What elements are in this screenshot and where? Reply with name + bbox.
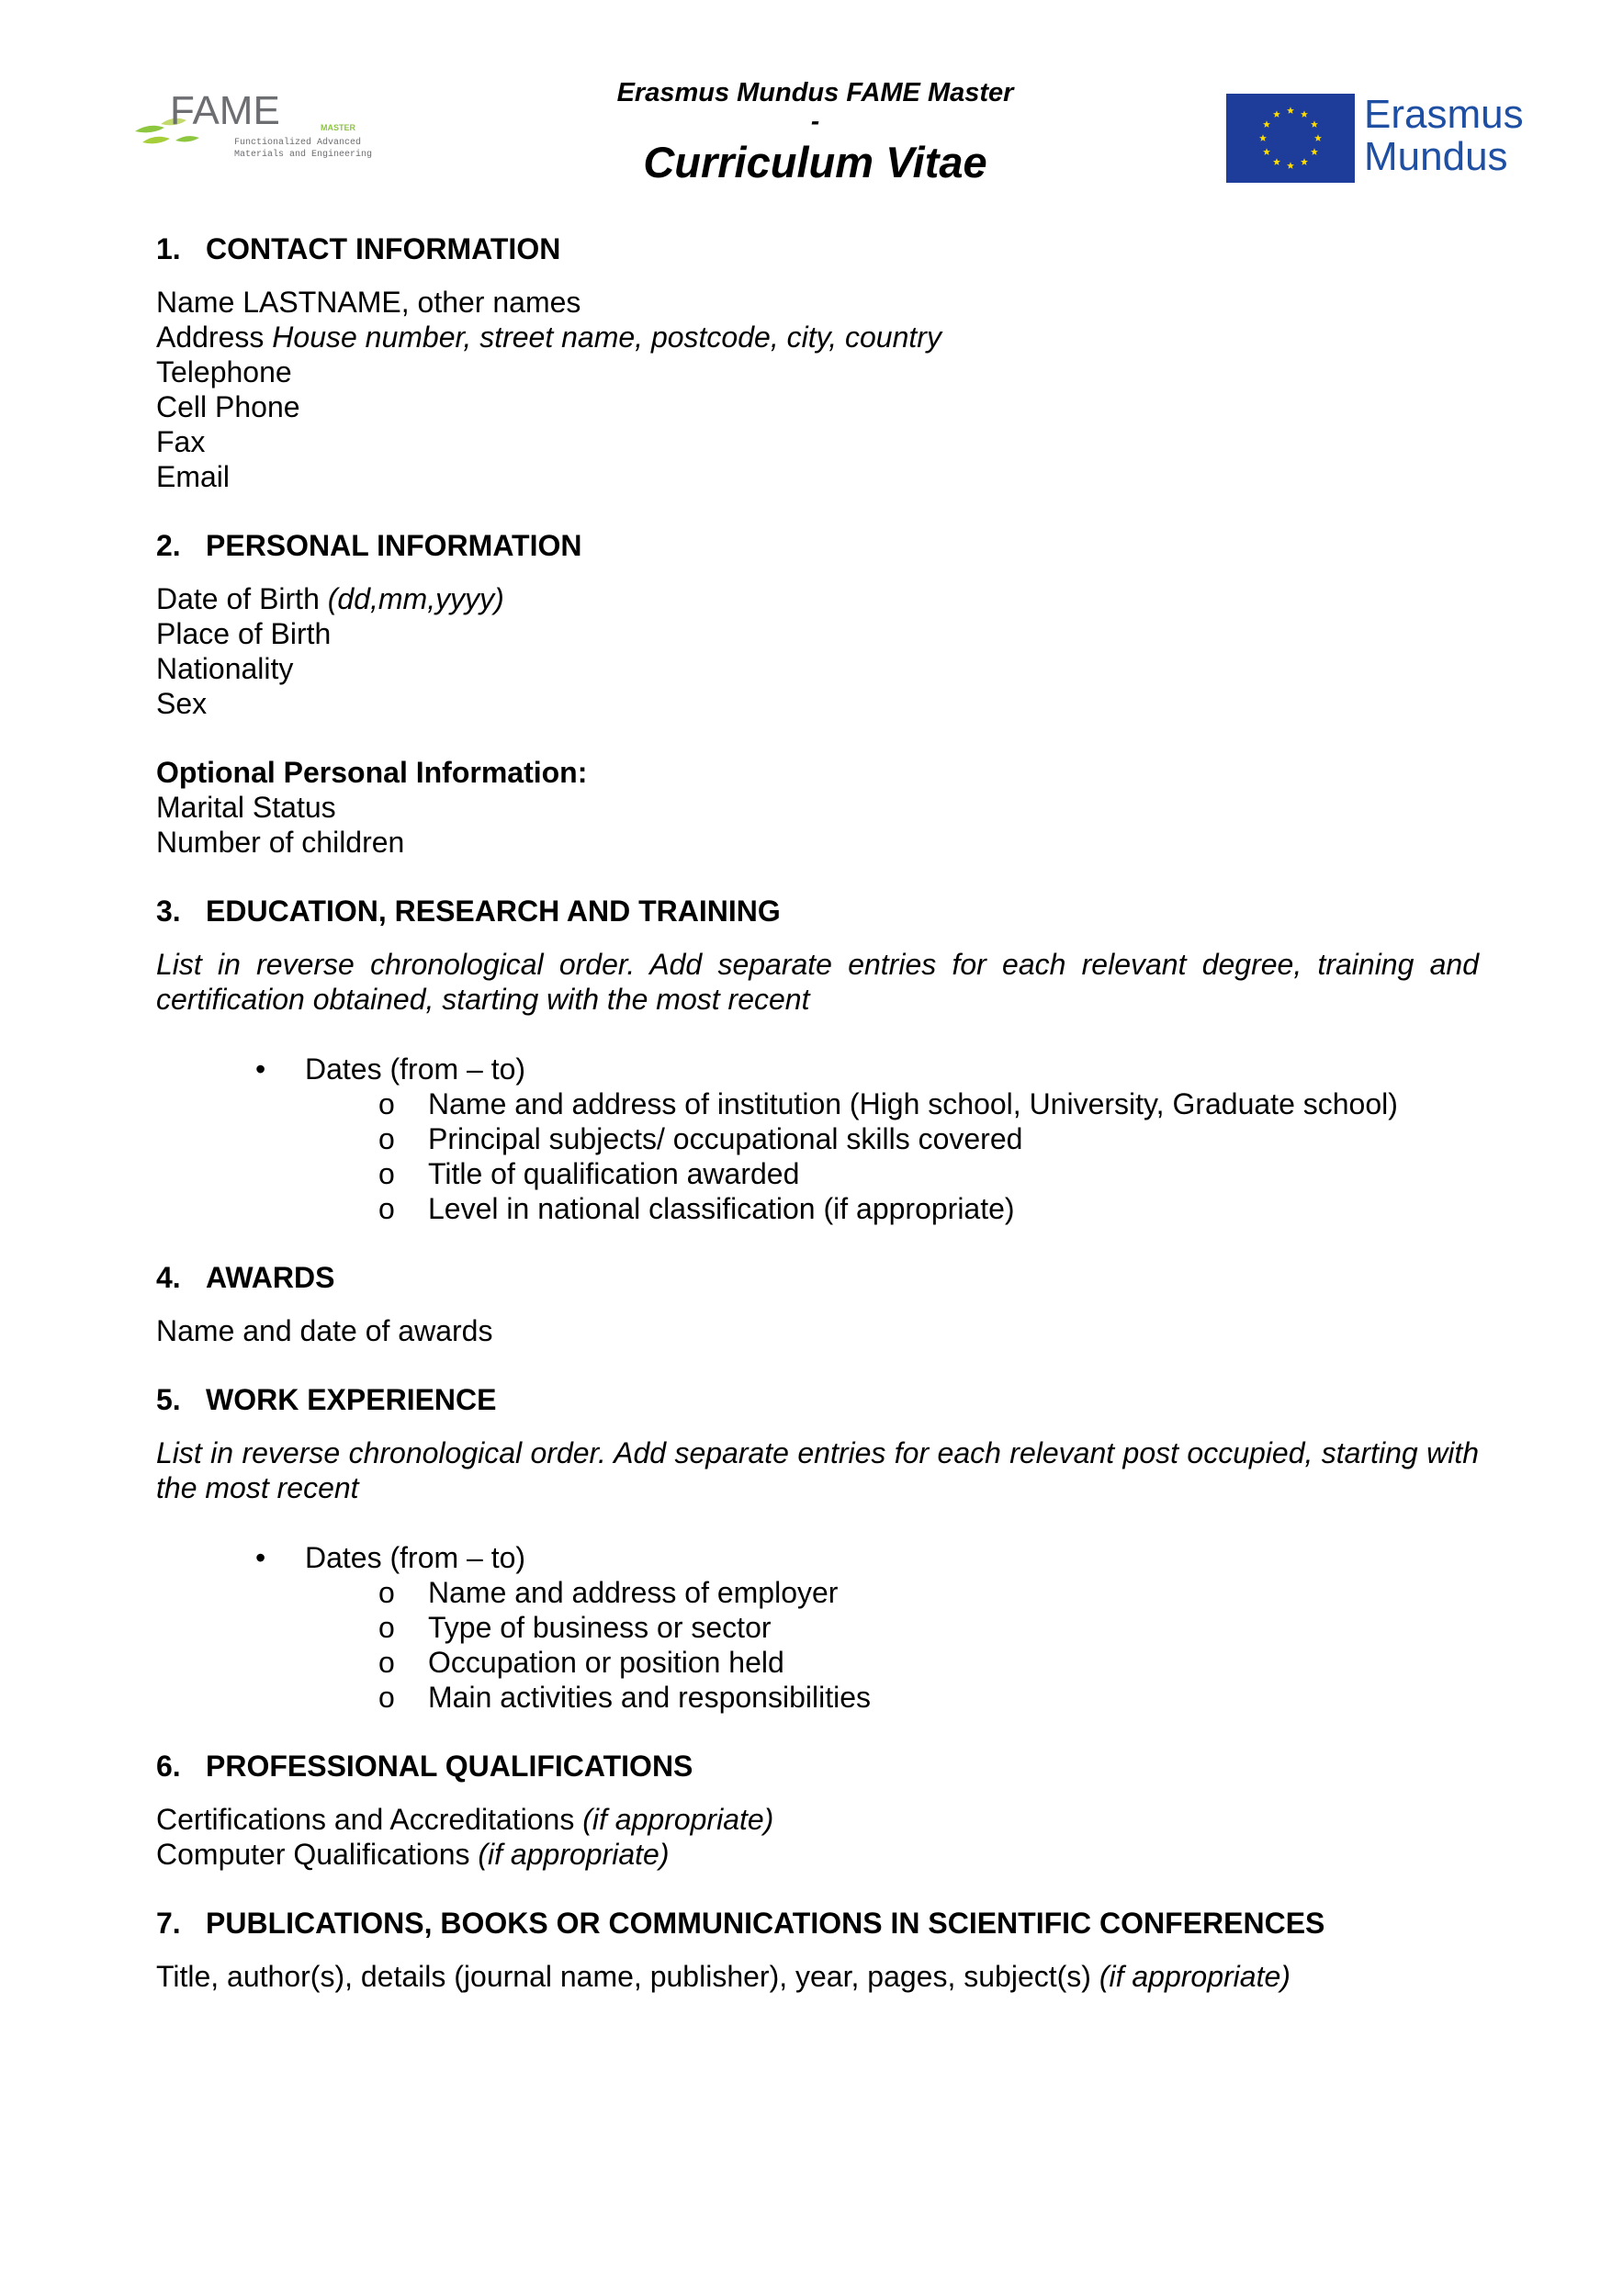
section-number: 4.	[156, 1261, 181, 1294]
list-item	[156, 1156, 1479, 1191]
work-instructions: List in reverse chronological order. Add separate entries for each relevant post occupied, starting with the most recent	[156, 1436, 1479, 1504]
section-title: WORK EXPERIENCE	[206, 1383, 497, 1416]
section-title: CONTACT INFORMATION	[206, 232, 561, 265]
section-heading-publications	[156, 1906, 1479, 1941]
list-item	[156, 1610, 1479, 1645]
address-label: Address	[156, 321, 265, 354]
eu-flag-icon	[1226, 94, 1355, 183]
optional-info-heading: Optional Personal Information:	[156, 756, 588, 789]
circle-bullet-icon: o	[378, 1087, 395, 1120]
contact-email: Email	[156, 460, 231, 493]
list-item	[156, 1121, 1479, 1156]
section-heading-education	[156, 894, 1479, 929]
section-title: PROFESSIONAL QUALIFICATIONS	[206, 1750, 693, 1783]
awards-text: Name and date of awards	[156, 1314, 493, 1347]
list-item-text: Occupation or position held	[428, 1646, 784, 1679]
personal-sex: Sex	[156, 687, 208, 720]
contact-address	[156, 320, 1479, 355]
fame-tagline-2: Materials and Engineering	[234, 150, 373, 160]
dob-label: Date of Birth	[156, 582, 320, 615]
address-hint: House number, street name, postcode, city, country	[272, 321, 941, 354]
list-item	[156, 1575, 1479, 1610]
list-item	[156, 1086, 1479, 1121]
section-number: 7.	[156, 1907, 181, 1940]
personal-marital-status: Marital Status	[156, 791, 336, 824]
section-title: EDUCATION, RESEARCH AND TRAINING	[206, 895, 781, 928]
section-heading-contact	[156, 231, 1479, 266]
list-item	[156, 1540, 1479, 1715]
bullet-icon: •	[255, 1541, 266, 1574]
header-separator: -	[810, 107, 820, 135]
section-number: 5.	[156, 1383, 181, 1416]
section-number: 6.	[156, 1750, 181, 1783]
publications-hint: (if appropriate)	[1099, 1960, 1291, 1993]
circle-bullet-icon: o	[378, 1681, 395, 1714]
comp-hint: (if appropriate)	[478, 1838, 670, 1871]
circle-bullet-icon: o	[378, 1576, 395, 1609]
section-title: PUBLICATIONS, BOOKS OR COMMUNICATIONS IN SCIENTIFIC CONFERENCES	[206, 1907, 1325, 1940]
contact-telephone: Telephone	[156, 355, 292, 388]
publications-fields: Title, author(s), details (journal name, publisher), year, pages, subject(s)	[156, 1960, 1091, 1993]
list-item-text: Main activities and responsibilities	[428, 1681, 871, 1714]
education-sub-list	[305, 1086, 1479, 1226]
dates-label: Dates (from – to)	[305, 1541, 526, 1574]
contact-cell-phone: Cell Phone	[156, 390, 300, 423]
page-title: Curriculum Vitae	[643, 138, 987, 186]
list-item	[156, 1052, 1479, 1226]
qualification-computer	[156, 1837, 1479, 1872]
erasmus-mundus-logo	[1226, 94, 1529, 186]
section-heading-qualifications	[156, 1749, 1479, 1784]
circle-bullet-icon: o	[378, 1611, 395, 1644]
document-header	[0, 0, 1623, 211]
bullet-icon: •	[255, 1052, 266, 1086]
list-item	[156, 1645, 1479, 1680]
dates-label: Dates (from – to)	[305, 1052, 526, 1086]
cert-label: Certifications and Accreditations	[156, 1803, 575, 1836]
section-number: 2.	[156, 529, 181, 562]
section-heading-personal	[156, 528, 1479, 563]
circle-bullet-icon: o	[378, 1122, 395, 1155]
list-item-text: Name and address of employer	[428, 1576, 839, 1609]
list-item	[156, 1191, 1479, 1226]
cv-body	[156, 231, 1479, 1994]
list-item-text: Name and address of institution (High school, University, Graduate school)	[428, 1087, 1398, 1120]
section-number: 3.	[156, 895, 181, 928]
circle-bullet-icon: o	[378, 1192, 395, 1225]
publications-text	[156, 1959, 1479, 1994]
contact-fax: Fax	[156, 425, 206, 458]
fame-master-label: MASTER	[321, 123, 355, 132]
section-heading-work	[156, 1382, 1479, 1417]
mundus-word: Mundus	[1364, 134, 1508, 179]
dob-hint: (dd,mm,yyyy)	[327, 582, 504, 615]
work-sub-list	[305, 1575, 1479, 1715]
cert-hint: (if appropriate)	[582, 1803, 774, 1836]
personal-dob	[156, 581, 1479, 616]
section-title: AWARDS	[206, 1261, 335, 1294]
personal-children: Number of children	[156, 826, 405, 859]
qualification-certifications	[156, 1802, 1479, 1837]
fame-master-logo	[133, 87, 409, 170]
erasmus-mundus-wordmark	[1364, 94, 1529, 178]
circle-bullet-icon: o	[378, 1157, 395, 1190]
personal-nationality: Nationality	[156, 652, 294, 685]
section-title: PERSONAL INFORMATION	[206, 529, 582, 562]
comp-label: Computer Qualifications	[156, 1838, 470, 1871]
personal-place-of-birth: Place of Birth	[156, 617, 332, 650]
work-list	[156, 1540, 1479, 1715]
circle-bullet-icon: o	[378, 1646, 395, 1679]
section-number: 1.	[156, 232, 181, 265]
program-name: Erasmus Mundus FAME Master	[616, 78, 1014, 107]
fame-tagline-1: Functionalized Advanced	[234, 138, 362, 148]
list-item-text: Type of business or sector	[428, 1611, 772, 1644]
fame-wordmark: FAME	[170, 88, 280, 133]
list-item	[156, 1680, 1479, 1715]
section-heading-awards	[156, 1260, 1479, 1295]
erasmus-word: Erasmus	[1364, 92, 1524, 137]
list-item-text: Principal subjects/ occupational skills covered	[428, 1122, 1023, 1155]
education-instructions: List in reverse chronological order. Add separate entries for each relevant degree, training and certification obtained, starting with the most recent	[156, 948, 1479, 1016]
list-item-text: Level in national classification (if appropriate)	[428, 1192, 1015, 1225]
education-list	[156, 1052, 1479, 1226]
contact-name: Name LASTNAME, other names	[156, 286, 581, 319]
list-item-text: Title of qualification awarded	[428, 1157, 800, 1190]
